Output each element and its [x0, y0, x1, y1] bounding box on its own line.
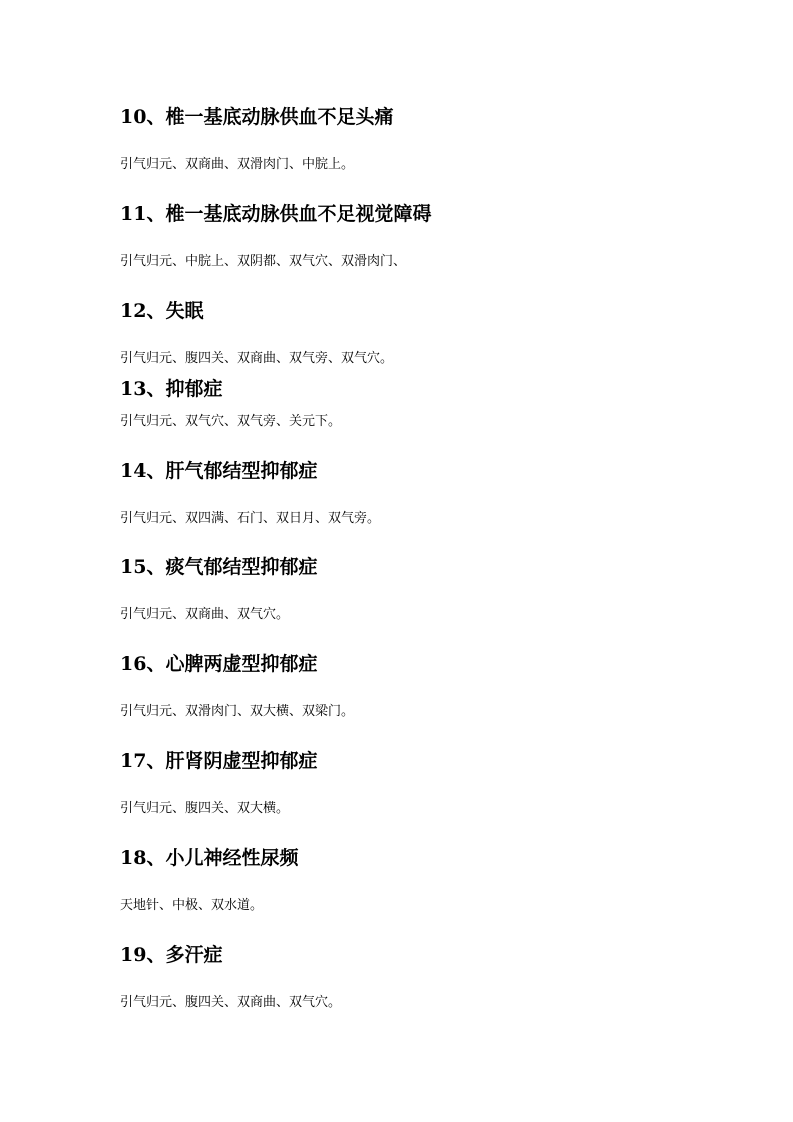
section-heading-18: 18、小儿神经性尿频	[120, 847, 299, 869]
section-text-14: 引气归元、双四满、石门、双日月、双气旁。	[120, 511, 381, 526]
section-heading-19: 19、多汗症	[120, 944, 223, 966]
section-text-11: 引气归元、中脘上、双阴都、双气穴、双滑肉门、	[120, 254, 407, 269]
section-text-18: 天地针、中极、双水道。	[120, 898, 264, 913]
section-heading-14: 14、肝气郁结型抑郁症	[120, 460, 318, 482]
section-text-17: 引气归元、腹四关、双大横。	[120, 801, 290, 816]
section-heading-15: 15、痰气郁结型抑郁症	[120, 556, 318, 578]
section-text-19: 引气归元、腹四关、双商曲、双气穴。	[120, 995, 342, 1010]
section-heading-13: 13、抑郁症	[120, 378, 223, 400]
section-heading-16: 16、心脾两虚型抑郁症	[120, 653, 318, 675]
section-heading-12: 12、失眠	[120, 300, 204, 322]
section-text-10: 引气归元、双商曲、双滑肉门、中脘上。	[120, 157, 355, 172]
section-text-13: 引气归元、双气穴、双气旁、关元下。	[120, 414, 342, 429]
section-text-15: 引气归元、双商曲、双气穴。	[120, 607, 290, 622]
section-text-12: 引气归元、腹四关、双商曲、双气旁、双气穴。	[120, 351, 394, 366]
section-text-16: 引气归元、双滑肉门、双大横、双梁门。	[120, 704, 355, 719]
section-heading-17: 17、肝肾阴虚型抑郁症	[120, 750, 318, 772]
section-heading-11: 11、椎一基底动脉供血不足视觉障碍	[120, 203, 432, 225]
section-heading-10: 10、椎一基底动脉供血不足头痛	[120, 106, 394, 128]
